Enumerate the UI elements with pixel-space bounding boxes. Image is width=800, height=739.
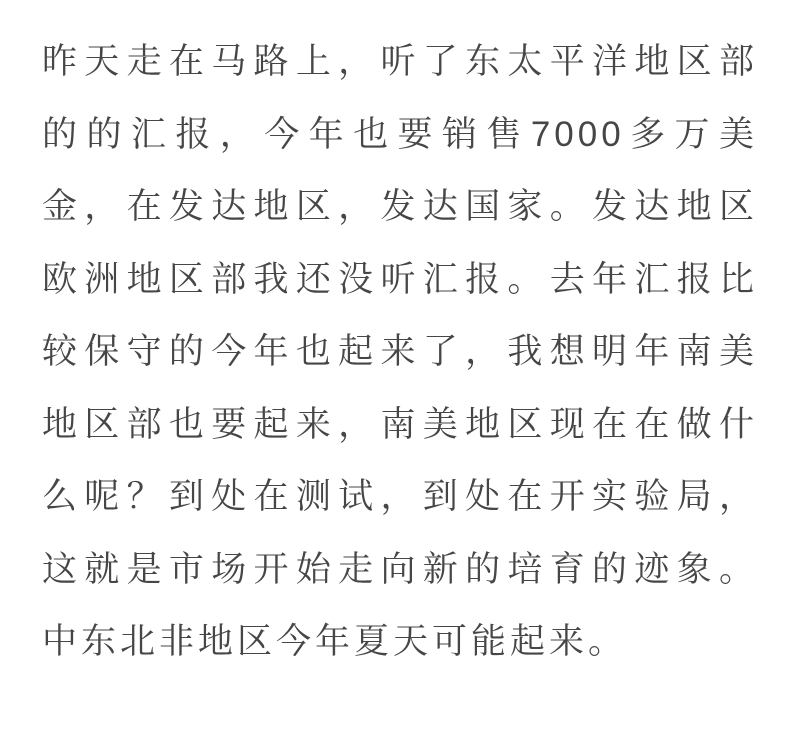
text-line: 欧洲地区部我还没听汇报。去年汇报比 (42, 259, 758, 299)
text-line: 么呢？到处在测试，到处在开实验局， (42, 477, 758, 516)
text-line: 这就是市场开始走向新的培育的迹象。 (42, 549, 758, 589)
text-line: 昨天走在马路上，听了东太平洋地区部 (42, 42, 758, 81)
text-line: 较保守的今年也起来了，我想明年南美 (42, 332, 758, 371)
text-line: 中东北非地区今年夏天可能起来。 (42, 622, 628, 661)
paragraph (42, 26, 758, 679)
text-line: 地区部也要起来，南美地区现在在做什 (42, 404, 758, 444)
text-line: 金，在发达地区，发达国家。发达地区 (42, 187, 758, 226)
text-line: 的的汇报，今年也要销售7000多万美 (42, 114, 758, 154)
